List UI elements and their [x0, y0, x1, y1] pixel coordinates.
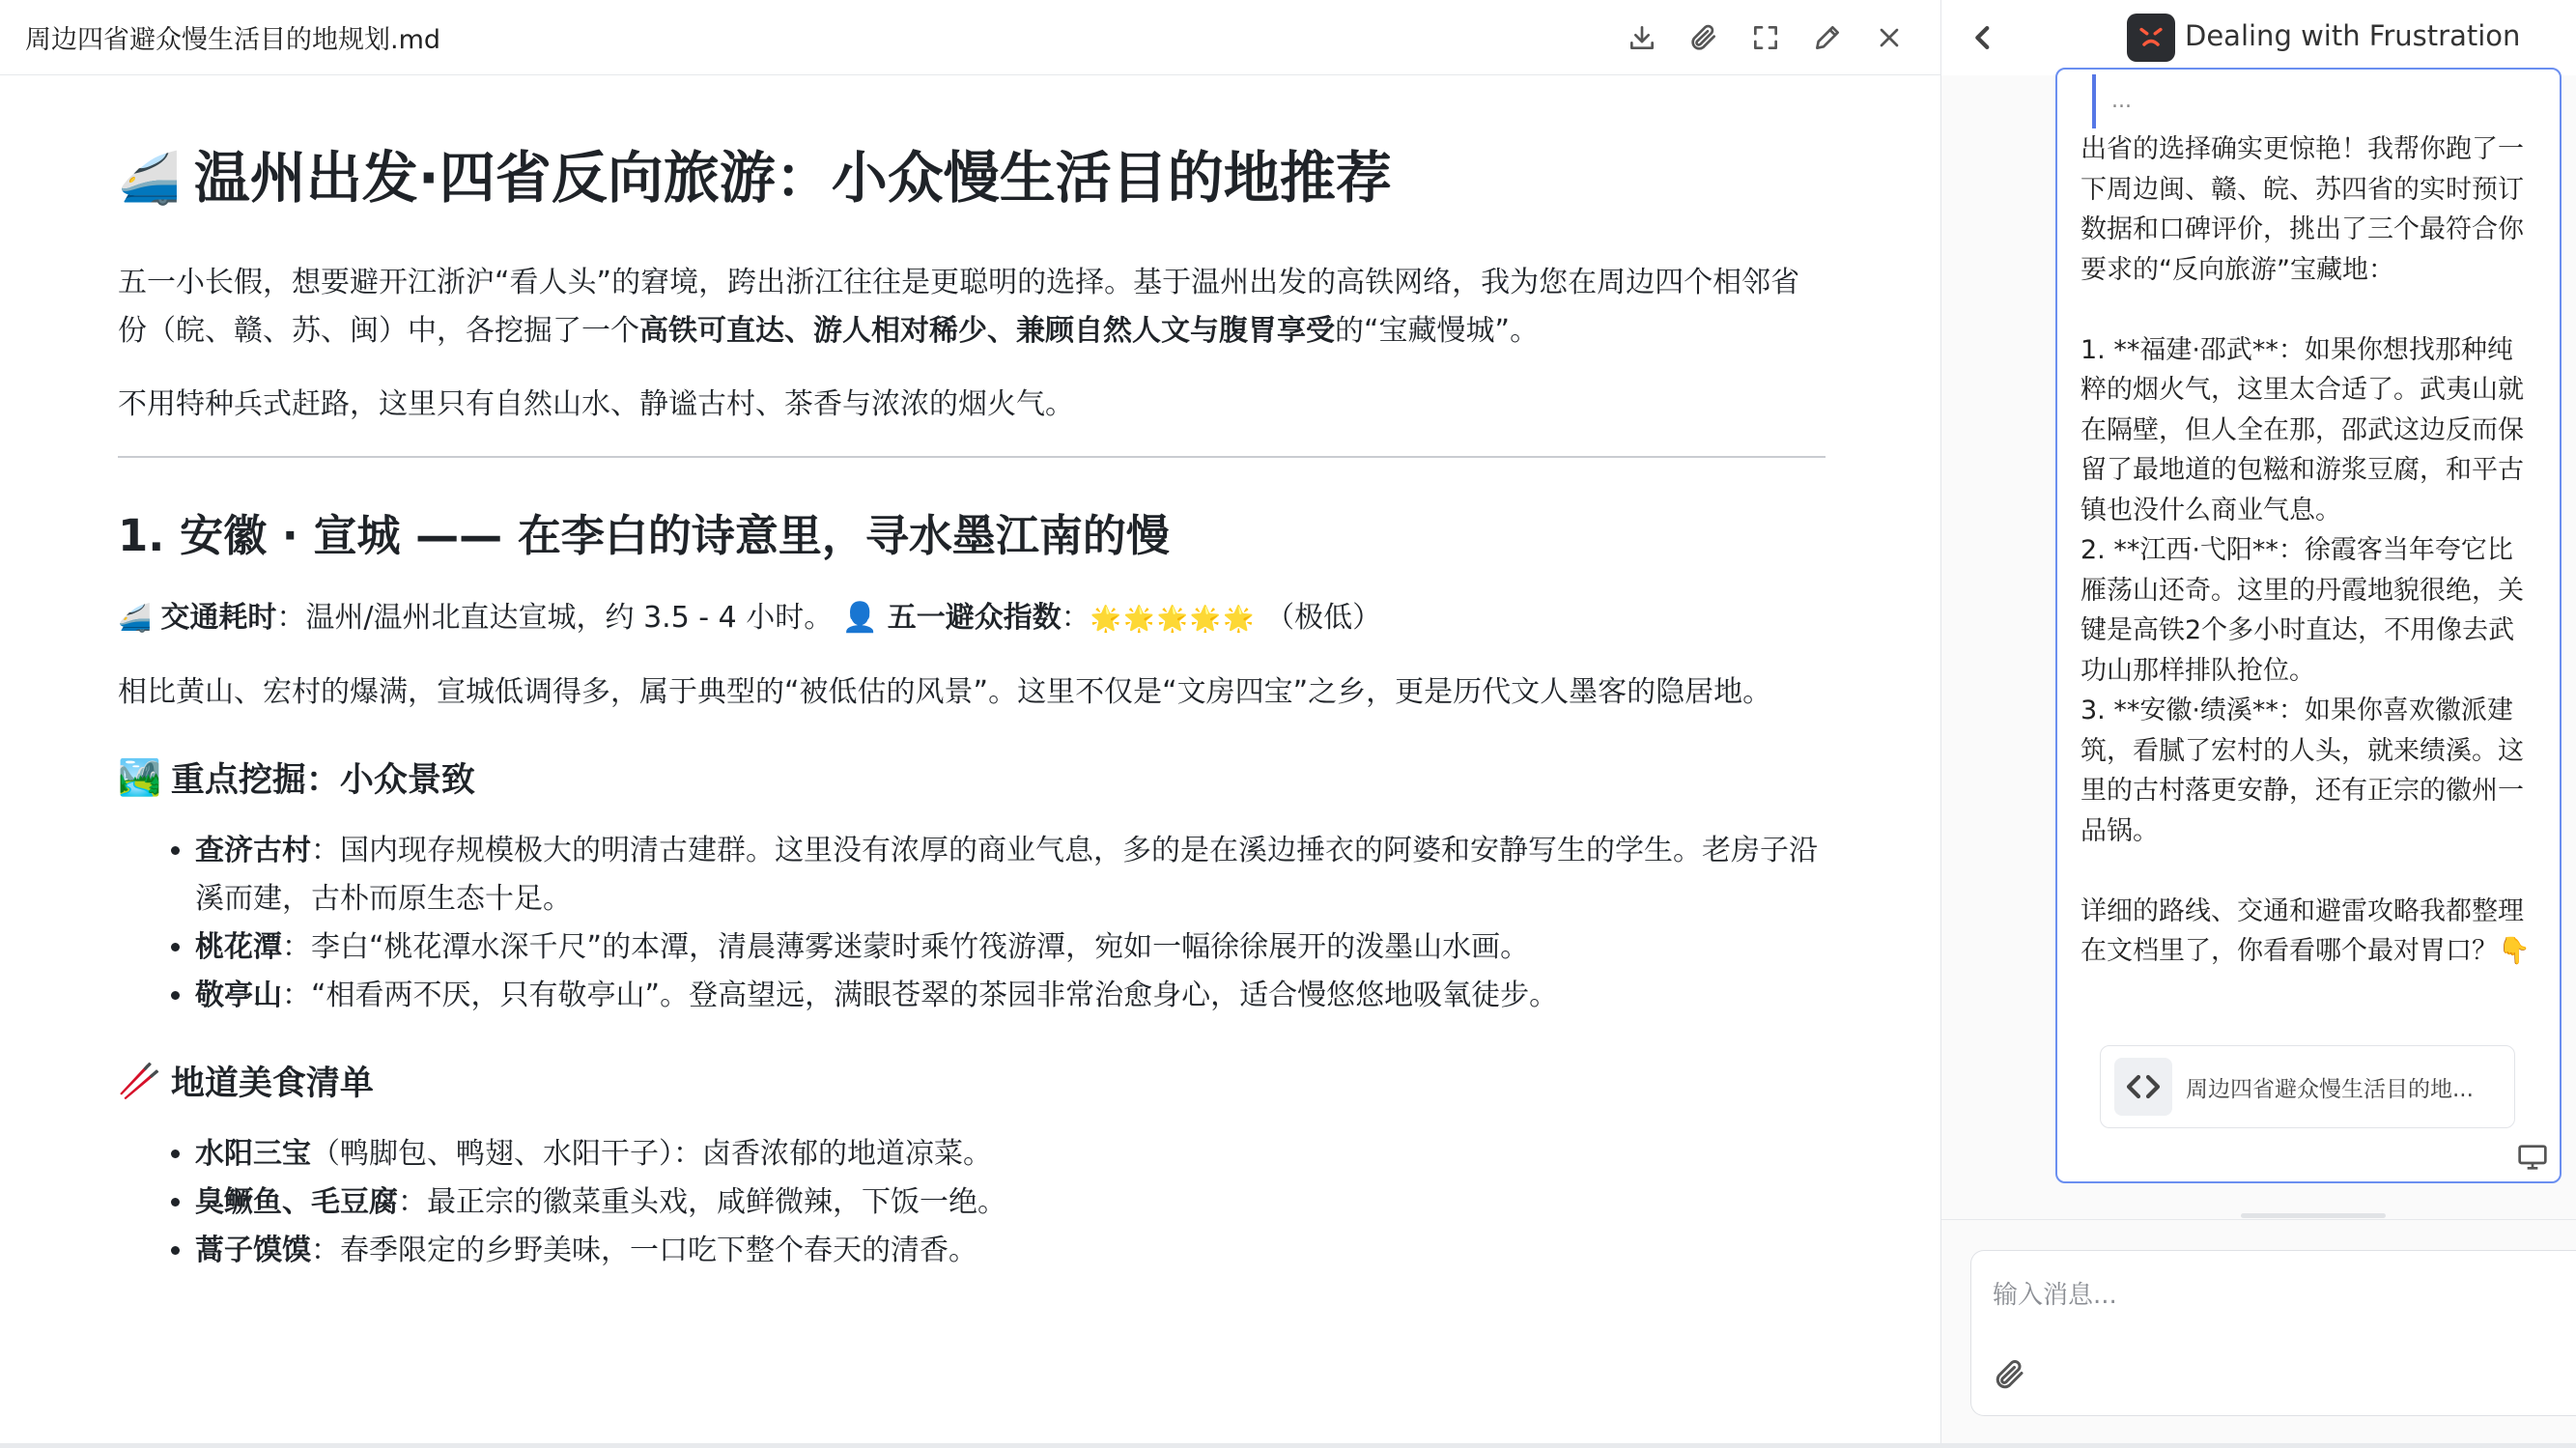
list-item [195, 923, 1827, 972]
code-icon [2114, 1058, 2172, 1116]
list-item [195, 1178, 1827, 1227]
item-name: 蒿子馍馍 [195, 1233, 311, 1267]
item-name: 臭鳜鱼、毛豆腐 [195, 1184, 398, 1219]
viewer-toolbar [1620, 15, 1911, 60]
file-attachment-card[interactable] [2100, 1045, 2515, 1128]
list-item [195, 827, 1827, 923]
fullscreen-icon [1750, 22, 1781, 53]
item-name: 水阳三宝 [195, 1136, 311, 1171]
item-desc: ：国内现存规模极大的明清古建群。这里没有浓厚的商业气息，多的是在溪边捶衣的阿婆和安静写生的学生。老房子沿溪而建，古朴而原生态十足。 [195, 833, 1818, 916]
close-icon [1874, 22, 1905, 53]
attach-file-button[interactable] [1993, 1357, 2031, 1396]
doc-title-text: 温州出发·四省反向旅游：小众慢生活目的地推荐 [193, 145, 1392, 211]
person-icon: 👤 [841, 600, 879, 635]
item-desc: ：“相看两不厌，只有敬亭山”。登高望远，满眼苍翠的茶园非常治愈身心，适合慢悠悠地吸氧徒步。 [282, 978, 1559, 1012]
transport-text: ：温州/温州北直达宣城，约 3.5 - 4 小时。 [276, 600, 834, 635]
paperclip-icon [1688, 22, 1719, 53]
transport-label: 交通耗时 [160, 600, 277, 635]
chat-divider [1941, 1219, 2576, 1220]
section-description: 相比黄山、宏村的爆满，宣城低调得多，属于典型的“被低估的风景”。这里不仅是“文房四宝”之乡，更是历代文人墨客的隐居地。 [118, 674, 1772, 709]
file-title: 周边四省避众慢生活目的地规划.md [25, 25, 441, 55]
attach-button[interactable] [1682, 15, 1726, 60]
intro-paragraph-2: 不用特种兵式赶路，这里只有自然山水、静谧古村、茶香与浓浓的烟火气。 [118, 386, 1074, 421]
chevron-left-icon [1967, 21, 1999, 54]
transport-line [118, 594, 1827, 643]
bot-avatar [2127, 14, 2175, 62]
download-icon [1627, 22, 1657, 53]
back-button[interactable] [1967, 21, 1999, 54]
item-name: 桃花潭 [195, 929, 282, 964]
download-button[interactable] [1620, 15, 1664, 60]
star-rating: 🌟🌟🌟🌟🌟 [1090, 604, 1257, 634]
section-heading: 1. 安徽 · 宣城 —— 在李白的诗意里，寻水墨江南的慢 [118, 509, 1170, 561]
scrollbar-thumb[interactable] [2241, 1213, 2386, 1218]
pencil-icon [1812, 22, 1843, 53]
intro-bold-text: 高铁可直达、游人相对稀少、兼顾自然人文与腹胃享受 [639, 313, 1335, 348]
assistant-message [2055, 68, 2562, 1183]
window-bottom-edge [0, 1443, 2576, 1448]
list-item [195, 972, 1827, 1020]
item-desc: ：最正宗的徽菜重头戏，咸鲜微辣，下饭一绝。 [398, 1184, 1006, 1219]
food-list [118, 1130, 1827, 1275]
list-item [195, 1227, 1827, 1275]
frustrated-face-icon [2135, 21, 2167, 54]
divider [118, 456, 1826, 458]
quote-bar [2092, 74, 2096, 128]
intro-paragraph [118, 259, 1827, 355]
avoid-separator: ： [1061, 600, 1090, 635]
paperclip-icon [1993, 1357, 2027, 1392]
chat-panel [1941, 0, 2576, 1448]
item-desc: ：李白“桃花潭水深千尺”的本潭，清晨薄雾迷蒙时乘竹筏游潭，宛如一幅徐徐展开的泼墨山水画。 [282, 929, 1530, 964]
item-desc: ：春季限定的乡野美味，一口吃下整个春天的清香。 [311, 1233, 977, 1267]
item-name: 查济古村 [195, 833, 311, 867]
chopsticks-icon: 🥢 [118, 1061, 161, 1101]
item-name: 敬亭山 [195, 978, 282, 1012]
intro-text: 五一小长假，想要避开江浙沪“看人头”的窘境，跨出浙江往往是更聪明的选择。基于温州出发的高铁网络，我为您在周边四个相邻省份（皖、赣、苏、闽）中，各挖掘了一个 [118, 265, 1800, 348]
message-composer [1970, 1250, 2576, 1416]
scenery-heading [118, 753, 1827, 802]
avoid-label: 五一避众指数 [887, 600, 1062, 635]
viewer-header [0, 0, 1940, 75]
chat-header [1941, 0, 2576, 75]
food-heading-text: 地道美食清单 [170, 1064, 374, 1103]
markdown-content [118, 145, 1827, 1275]
quote-text: ... [2111, 89, 2132, 113]
landscape-icon: 🏞️ [118, 757, 161, 798]
scenery-heading-text: 重点挖掘：小众景致 [170, 760, 475, 800]
food-heading [118, 1057, 1827, 1105]
close-button[interactable] [1867, 15, 1911, 60]
train-icon: 🚄 [118, 601, 152, 634]
item-desc: （鸭脚包、鸭翅、水阳干子）：卤香浓郁的地道凉菜。 [311, 1136, 992, 1171]
bot-name: Dealing with Frustration [2185, 19, 2521, 52]
message-input[interactable] [1991, 1270, 2555, 1320]
avoid-note: （极低） [1265, 600, 1382, 635]
doc-title [118, 145, 1827, 213]
scenery-list [118, 827, 1827, 1020]
monitor-icon[interactable] [2517, 1144, 2548, 1171]
edit-button[interactable] [1805, 15, 1850, 60]
list-item [195, 1130, 1827, 1178]
message-text: 出省的选择确实更惊艳！我帮你跑了一下周边闽、赣、皖、苏四省的实时预订数据和口碑评价，挑出了三个最符合你要求的“反向旅游”宝藏地： 1. **福建·邵武**：如果你想找那种纯粹的烟火气，这里太合适了。武夷山就在隔壁，但人全在那，邵武这边反而保留了最地道的包糍和游浆豆腐，和平古镇也没什么商业气息。 2. **江西·弋阳**：徐霞客当年夸它比雁荡山还奇。这里的丹霞地貌很绝，关键是高铁2个多小时直达，不用像去武功山那样排队抢位。 3. **安徽·绩溪**：如果你喜欢徽派建筑，看腻了宏村的人头，就来绩溪。这里的古村落更安静，还有正宗的徽州一品锅。 详细的路线、交通和避雷攻略我都整理在文档里了，你看看哪个最对胃口？👇 [2081, 134, 2531, 966]
train-icon: 🚄 [118, 149, 181, 208]
file-card-name: 周边四省避众慢生活目的地... [2186, 1076, 2474, 1102]
intro-text-end: 的“宝藏慢城”。 [1335, 313, 1540, 348]
fullscreen-button[interactable] [1743, 15, 1788, 60]
